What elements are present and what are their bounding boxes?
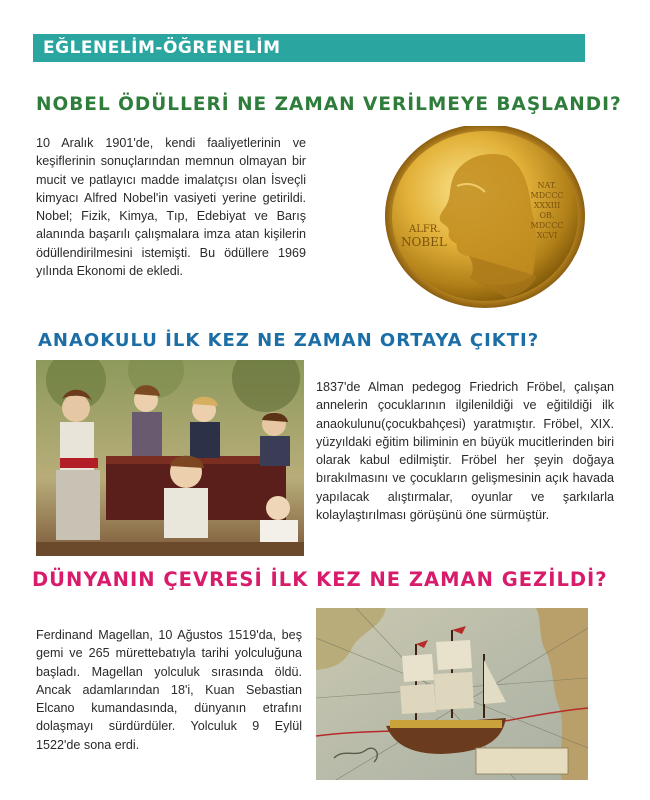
nobel-medal-image bbox=[357, 126, 605, 312]
kindergarten-painting-image bbox=[36, 360, 304, 556]
magellan-ship-map-svg bbox=[316, 608, 588, 780]
medal-date-line: OB. bbox=[539, 211, 555, 220]
medal-name-line1: ALFR. bbox=[409, 224, 441, 235]
circumnavigation-paragraph: Ferdinand Magellan, 10 Ağustos 1519'da, beş gemi ve 265 mürettebatıyla tarihi yolculuğuna başladı. Magellan yolculuk sırasında öldü. Ancak adamlarından 18'i, Kuan Sebastian Elcano kumandasında, dünyanın etrafını dolaşmayı sürdürdüler. Yolculuk 9 Eylül 1522'de sona erdi. bbox=[36, 628, 302, 752]
magellan-ship-map-image bbox=[316, 608, 588, 780]
medal-date-line: NAT. bbox=[537, 181, 557, 190]
circumnavigation-section-title: DÜNYANIN ÇEVRESİ İLK KEZ NE ZAMAN GEZİLDİ? bbox=[32, 568, 608, 591]
medal-date-line: MDCCC bbox=[530, 191, 564, 200]
nobel-paragraph: 10 Aralık 1901'de, kendi faaliyetlerinin ve keşiflerinin sonuçlarından memnun olmayan bir mucit ve patlayıcı madde imalatçısı olan İsveçli kimyacı Alfred Nobel'in vasiyeti yerine getirildi. Nobel; Fizik, Kimya, Tıp, Edebiyat ve Barış alanında başarılı çalışmalara imza atan kişilerin ödüllendirilmesini istemişti. Bu ödüllere 1969 yılında Ekonomi de ekledi. bbox=[36, 136, 306, 279]
header-title: EĞLENELİM-ÖĞRENELİM bbox=[43, 38, 281, 58]
nobel-medal-svg bbox=[357, 126, 605, 312]
medal-date-line: XCVI bbox=[536, 231, 558, 240]
medal-date-line: XXXIII bbox=[533, 201, 561, 210]
kindergarten-painting-svg bbox=[36, 360, 304, 556]
section-header-bar bbox=[33, 34, 585, 62]
kindergarten-paragraph: 1837'de Alman pedegog Friedrich Fröbel, çalışan annelerin çocuklarının ilgilenildiği ve eğitildiği ilk anaokulunu(çocukbahçesi) yaratmıştır. Fröbel, XIX. yüzyıldaki eğitim biliminin en büyük mucitlerinden biri olarak kabul edilmiştir. Fröbel her şeyin doğaya bırakılmasını ve çocukların gelişmesinin açık havada yapılacak alıştırmalar, oyunlar ve şarkılarla kolaylaştırılması görüşünü öne sürmüştür. bbox=[316, 380, 614, 523]
kindergarten-section-title: ANAOKULU İLK KEZ NE ZAMAN ORTAYA ÇIKTI? bbox=[38, 330, 540, 351]
nobel-section-title: NOBEL ÖDÜLLERİ NE ZAMAN VERİLMEYE BAŞLANDI? bbox=[36, 94, 622, 115]
medal-name-line2: NOBEL bbox=[401, 235, 447, 249]
medal-date-line: MDCCC bbox=[530, 221, 564, 230]
